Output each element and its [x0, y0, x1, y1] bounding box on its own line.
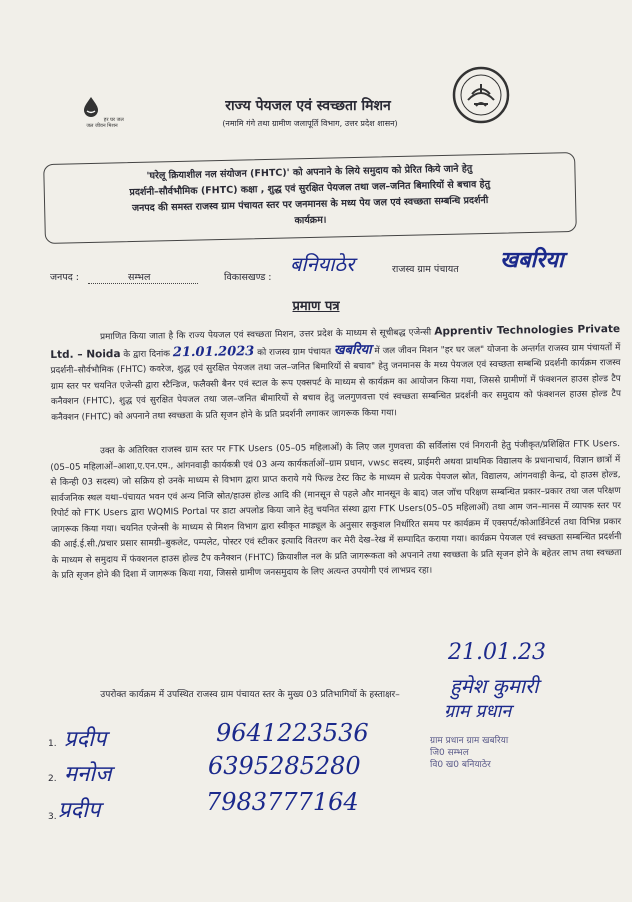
para1-text-a: प्रमाणित किया जाता है कि राज्य पेयजल एवं स्वच्छता मिशन, उत्तर प्रदेश के माध्यम से सूचीबद्ध एजेन्सी [100, 327, 432, 343]
pradhan-date: 21.01.23 [448, 640, 546, 665]
block-value: बनियाठेर [290, 252, 355, 276]
para1-text-b: के द्वारा दिनांक [123, 348, 171, 360]
stamp-line-3: वि0 ख0 बनियाठेर [430, 760, 491, 770]
pradhan-signature-block [420, 672, 600, 723]
subject-line-4: कार्यक्रम। [294, 214, 327, 227]
paragraph-2: उक्त के अतिरिक्त राजस्व ग्राम स्तर पर FTK Users (05–05 महिलाओं) के लिए जल गुणवत्ता की सर्विलांस एवं निगरानी हेतु पंजीकृत/प्रशिक्षित FTK Users.(05–05 महिलाओं–आशा,ए.एन.एम., आंगनवाड़ी कार्यकत्री एवं 03 अन्य कार्यकर्ताओं–ग्राम प्रधान, vwsc सदस्य, प्राईमरी अथवा प्राथमिक विद्यालय के प्रधानाचार्य, विज्ञान छात्रों में से किन्ही 03 सदस्य) जो सक्रिय हो उनके माध्यम से विभाग द्वारा प्राप्त कराये गये फिल्ड टेस्ट किट के माध्यम से प्रत्येक पेयजल स्रोत, विद्यालय, आंगनवाड़ी केन्द्र, दो हाउस होल्ड, सार्वजनिक स्थल यथा–पंचायत भवन एवं अन्य निजि स्रोत/हाउस होल्ड आदि की (मानसून से पहले और मानसून के बाद) जल जॉच परिक्षण सम्बन्धित प्रकार–प्रकार तथा जल परिक्षण रिपोर्ट को FTK Users द्वारा WQMIS Portal पर डाटा अपलोड किया जाने हेतु चयनित संस्था द्वारा FTK Users(05–05 महिलाओं) तथा आम जन–मानस में व्यापक स्तर पर जागरूक किया गया। चयनित एजेन्सी के माध्यम से मिशन विभाग द्वारा स्वीकृत माड्यूल के अनुसार सकुशल निर्धारित समय पर कार्यक्रम में एक्सपर्ट/कोआर्डिनेटर्स तथा विभिन्न प्रकार की आई.ई.सी./प्रचार प्रसार सामग्री–बुकलेट, पम्पलेट, पोस्टर एवं स्टीकर इत्यादि वितरण कर मेरी देख–रेख में सम्पादित कराया गया। कार्यक्रम पेयजल एवं स्वच्छता सम्बन्धित प्रदर्शनी के माध्यम से समुदाय में फंक्शनल हाउस होल्ड टैप कनैक्शन (FHTC) क्रियाशील नल के प्रति जागरूकता को अपनाने तथा स्वच्छता के प्रति सृजन होने के बहेतर लाभ तथा स्वच्छता के प्रति सृजन होने की दिशा में जागरूक किया गया, जिससे ग्रामीण जनसमुदाय के लिए अत्यन्त उपयोगी एवं लाभप्रद रहा। [50, 439, 622, 581]
subject-line-2: प्रदर्शनी–सौर्वभौमिक (FHTC) कक्षा , शुद्ध एवं सुरक्षित पेयजल तथा जल–जनित बिमारियों से बचाव हेतु [129, 178, 491, 199]
page-subtitle: (नमामि गंगे तथा ग्रामीण जलापूर्ति विभाग, उत्तर प्रदेश शासन) [222, 119, 398, 128]
village-label: राजस्व ग्राम पंचायत [392, 264, 459, 275]
participant-index: 1. [48, 739, 57, 749]
para1-text-c: को राजस्व ग्राम पंचायत [257, 346, 332, 358]
para1-text-d: में जल जीवन मिशन "हर घर जल" योजना के अन्तर्गत राजस्व ग्राम पंचायतों में प्रदर्शनी–सौर्वभौमिक (FHTC) कवरेज, शुद्ध एवं सुरक्षित पेयजल तथा जल–जनित बिमारियों से बचाव" हेतु जनमानस के मध्य पेयजल एवं स्वच्छता सम्बन्धि प्रदर्शनी कार्यक्रम राजस्व ग्राम स्तर पर चयनित एजेन्सी द्वारा स्टैन्डिज, फलैक्सी बैनर एवं स्टाल के रूप एक्सपर्ट के माध्यम से कार्यक्रम का आयोजन किया गया, जिससे ग्रामीणों में फंक्शनल हाउस होल्ड टैप कनैक्शन (FHTC), शुद्ध एवं सुरक्षित पेयजल तथा जल–जनित बीमारियों से बचाव हेतु जलगुणवत्ता एवं स्वच्छता सम्बन्धित प्रदर्शनी कर समुदाय को फंक्शनल हाउस होल्ड टैप कनैक्शन (FHTC) को अपनाने तथा स्वच्छता के प्रति सृजन होने के प्रति प्रदर्शनी लगाकर जागरूक किया गया। [50, 342, 622, 423]
participant-phone: 7983777164 [206, 788, 359, 816]
stamp-line-2: जि0 सम्भल [430, 748, 469, 758]
subject-line-1: 'घरेलू क्रियाशील नल संयोजन (FHTC)' को अपनाने के लिये समुदाय को प्रेरित किये जाने हेतु [146, 163, 473, 182]
certificate-heading: प्रमाण पत्र [292, 299, 340, 314]
pradhan-signature: हुमेश कुमारी [450, 674, 539, 698]
participant-index: 2. [48, 774, 57, 784]
page-title: राज्य पेयजल एवं स्वच्छता मिशन [225, 98, 391, 114]
village-value: खबरिया [500, 247, 564, 273]
pradhan-stamp [430, 735, 600, 771]
subject-line-3: जनपद की समस्त राजस्व ग्राम पंचायत स्तर पर जनमानस के मध्य पेय जल एवं स्वच्छता सम्बन्धि प्रदर्शनी [131, 194, 489, 215]
har-ghar-jal-logo [80, 96, 124, 129]
participant-phone: 9641223536 [216, 719, 369, 747]
up-emblem-icon [452, 66, 510, 124]
agency-name: Apprentiv Technologies Private Ltd. – Noida [50, 323, 621, 361]
pradhan-title: ग्राम प्रधान [444, 701, 512, 722]
left-logo-text: हर घर जल जल जीवन मिशन [86, 117, 124, 129]
participants-note: उपरोक्त कार्यक्रम में उपस्थित राजस्व ग्राम पंचायत स्तर के मुख्य 03 प्रतिभागियों के हस्ताक्षर– [100, 690, 400, 700]
participant-signature: प्रदीप [58, 798, 101, 823]
participant-index: 3. [48, 812, 57, 822]
stamp-line-1: ग्राम प्रधान ग्राम खबरिया [430, 736, 509, 746]
paragraph-1 [50, 322, 621, 426]
district-label: जनपद : [50, 272, 79, 283]
water-drop-icon [80, 96, 102, 118]
participant-signature: मनोज [64, 762, 112, 787]
block-label: विकासखण्ड : [224, 272, 272, 283]
district-value: सम्भल [88, 270, 198, 284]
subject-box [43, 152, 577, 244]
event-date: 21.01.2023 [172, 343, 255, 360]
district-field [50, 270, 198, 284]
para1-village: खबरिया [333, 342, 372, 358]
participant-phone: 6395285280 [208, 752, 361, 780]
participant-signature: प्रदीप [64, 727, 107, 752]
block-field [224, 270, 272, 283]
